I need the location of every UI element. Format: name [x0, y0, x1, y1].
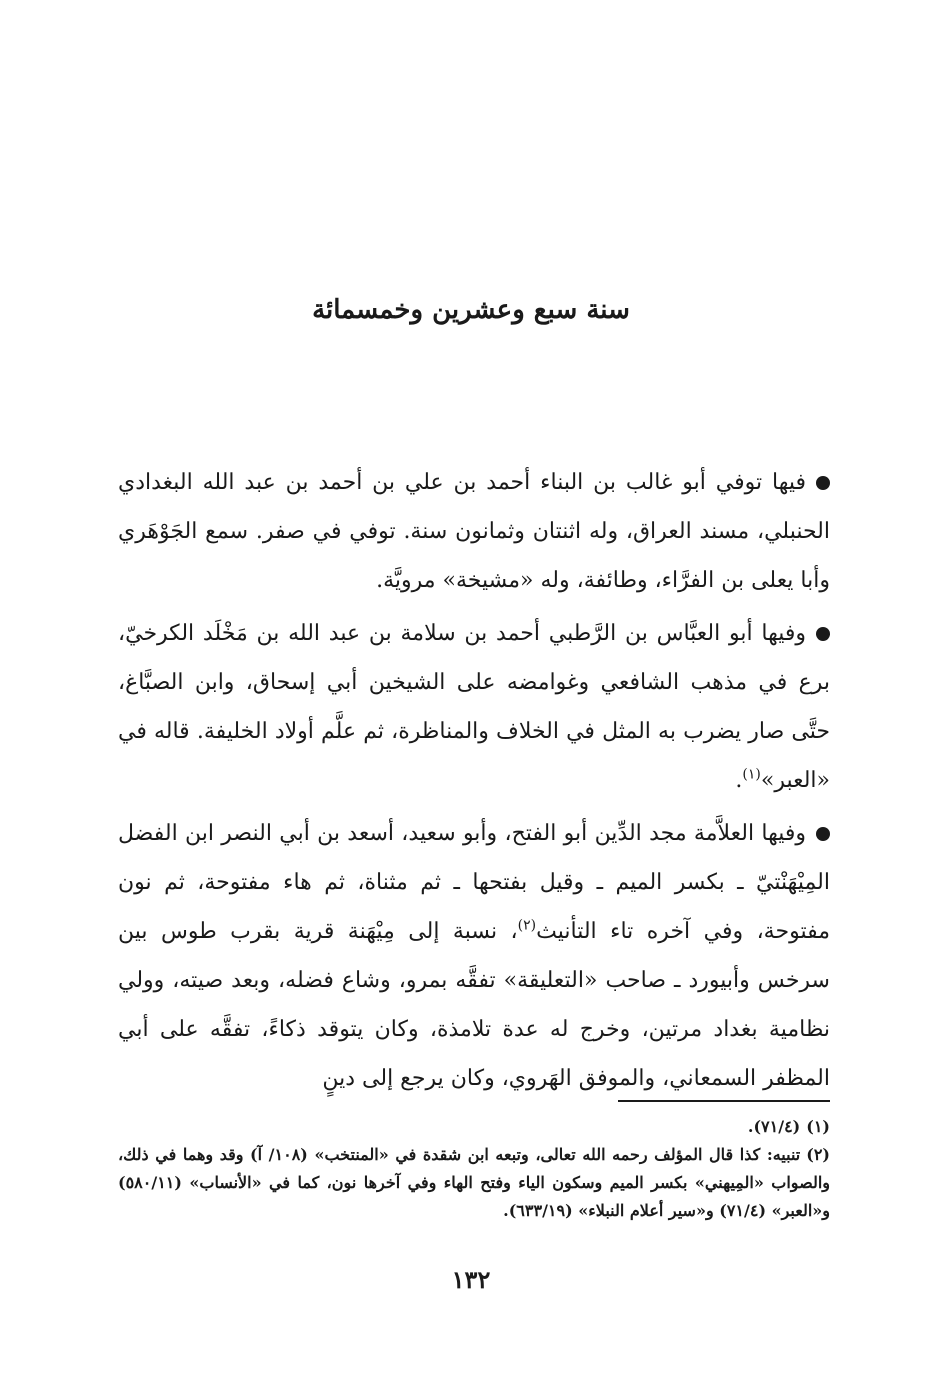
footnote-1: [118, 1113, 830, 1141]
entry-1: [118, 458, 830, 605]
bullet-icon: [816, 627, 830, 641]
footnote-1-number: (١): [806, 1117, 830, 1136]
entry-3: [118, 809, 830, 1103]
main-text: [118, 458, 830, 1107]
footnote-2-text: تنبيه: كذا قال المؤلف رحمه الله تعالى، وتبعه ابن شقدة في «المنتخب» (١٠٨/ آ) وقد وهما في ذلك، والصواب «المِيهني» بكسر الميم وسكون الياء وفتح الهاء وفي آخرها نون، كما في «الأنساب» (٥٨٠/١١) و«العبر» (٧١/٤) و«سير أعلام النبلاء» (٦٣٣/١٩).: [118, 1145, 830, 1220]
footnotes: [118, 1113, 830, 1225]
footnote-ref-1[interactable]: (١): [742, 766, 761, 783]
footnote-2: [118, 1141, 830, 1225]
footnote-divider: [618, 1100, 830, 1102]
page-number: ١٣٢: [451, 1265, 491, 1294]
entry-3-text: وفيها العلاَّمة مجد الدِّين أبو الفتح، وأبو سعيد، أسعد بن أبي النصر ابن الفضل المِيْهَنْتيّ ـ بكسر الميم ـ وقيل بفتحها ـ ثم مثناة، ثم هاء مفتوحة، ثم نون مفتوحة، وفي آخره تاء التأنيث: [118, 821, 830, 944]
entry-1-text: فيها توفي أبو غالب بن البناء أحمد بن علي بن أحمد بن عبد الله البغدادي الحنبلي، مسند العراق، وله اثنتان وثمانون سنة. توفي في صفر. سمع الجَوْهَري وأبا يعلى بن الفرَّاء، وطائفة، وله «مشيخة» مرويَّة.: [118, 470, 830, 593]
bullet-icon: [816, 476, 830, 490]
bullet-icon: [816, 827, 830, 841]
footnote-2-number: (٢): [806, 1145, 830, 1164]
footnote-ref-2[interactable]: (٢): [517, 917, 537, 934]
chapter-title: سنة سبع وعشرين وخمسمائة: [312, 295, 630, 325]
entry-2: [118, 609, 830, 805]
entry-2-tail: .: [735, 768, 743, 793]
entry-3-tail: ، نسبة إلى مِيْهَنة قرية بقرب طوس بين سرخس وأبيورد ـ صاحب «التعليقة» تفقَّه بمرو، وشاع فضله، وبعد صيته، وولي نظامية بغداد مرتين، وخرج له عدة تلامذة، وكان يتوقد ذكاءً، تفقَّه على أبي المظفر السمعاني، والموفق الهَروي، وكان يرجع إلى دينٍ: [118, 919, 830, 1091]
entry-2-text: وفيها أبو العبَّاس بن الرَّطبي أحمد بن سلامة بن عبد الله بن مَخْلَد الكرخيّ، برع في مذهب الشافعي وغوامضه على الشيخين أبي إسحاق، وابن الصبَّاغ، حتَّى صار يضرب به المثل في الخلاف والمناظرة، ثم علَّم أولاد الخليفة. قاله في «العبر»: [118, 621, 830, 793]
footnote-1-text: (٧١/٤).: [747, 1117, 801, 1136]
